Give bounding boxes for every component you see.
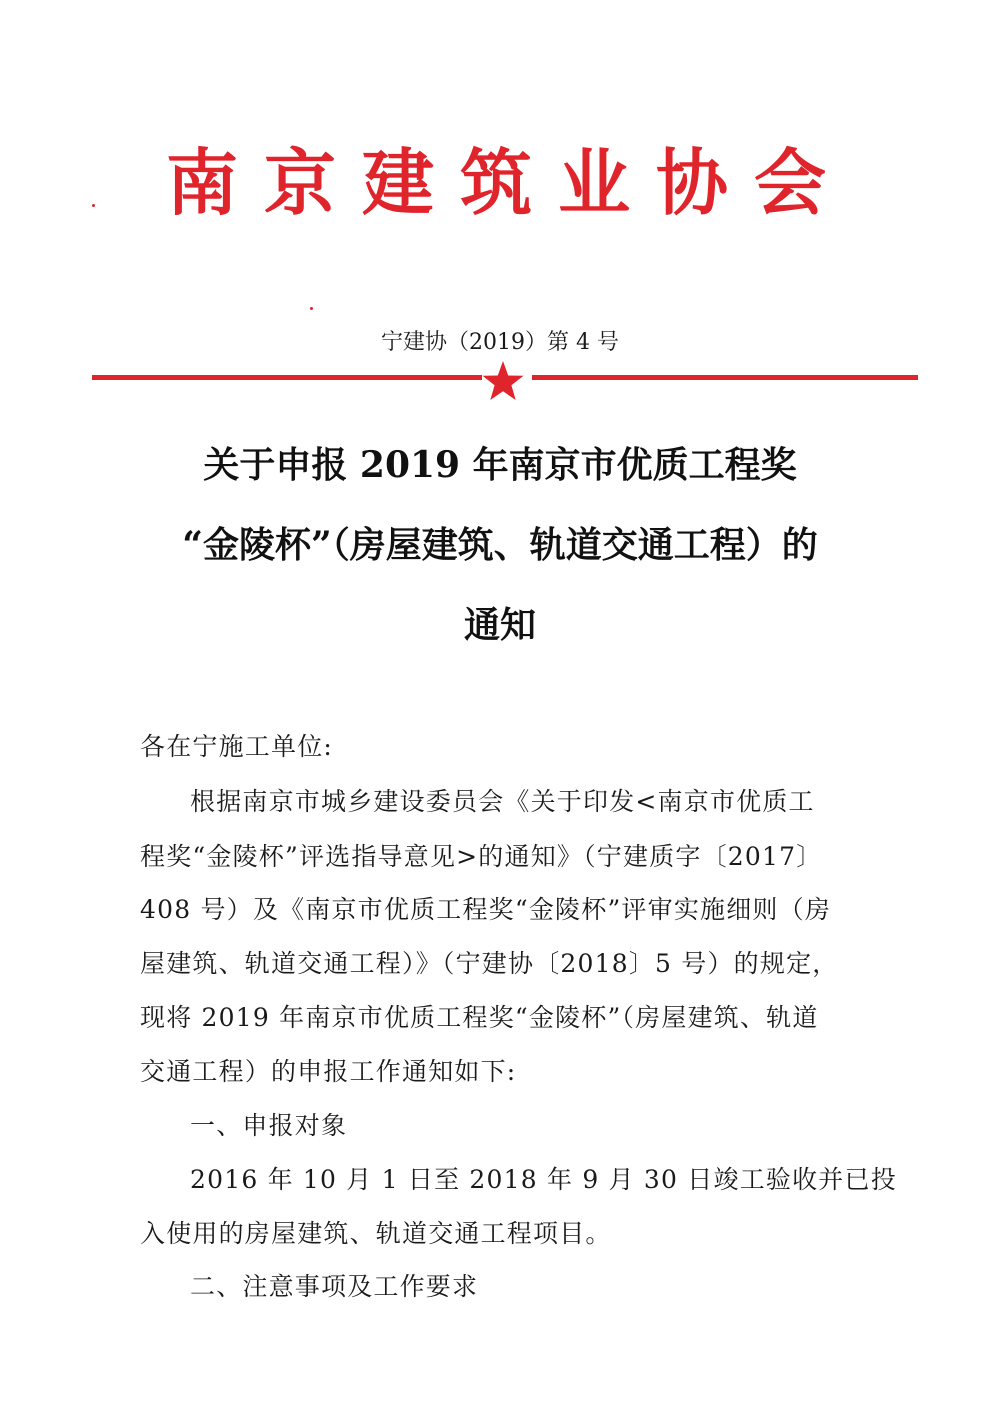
masthead-org-name: 南京建筑业协会 [165,140,852,225]
paragraph-line: 入使用的房屋建筑、轨道交通工程项目。 [140,1219,612,1248]
ink-speck [92,204,95,207]
section-heading-1: 一、申报对象 [190,1111,348,1140]
section-heading-2: 二、注意事项及工作要求 [190,1272,479,1301]
salutation: 各在宁施工单位: [140,732,334,761]
paragraph-line: 现将 2019 年南京市优质工程奖“金陵杯”（房屋建筑、轨道 [140,1003,819,1032]
ink-speck [310,307,313,310]
paragraph-line: 程奖“金陵杯”评选指导意见>的通知》（宁建质字〔2017〕 [140,842,823,871]
paragraph-line: 屋建筑、轨道交通工程）》（宁建协〔2018〕5 号）的规定， [140,949,839,978]
paragraph-line: 2016 年 10 月 1 日至 2018 年 9 月 30 日竣工验收并已投 [190,1165,897,1194]
notice-title-line-2: “金陵杯”（房屋建筑、轨道交通工程）的 [182,524,818,566]
notice-title-line-1: 关于申报 2019 年南京市优质工程奖 [203,444,797,486]
paragraph-line: 408 号）及《南京市优质工程奖“金陵杯”评审实施细则（房 [140,895,832,924]
red-divider-right [532,375,918,380]
paragraph-line: 交通工程）的申报工作通知如下: [140,1057,517,1086]
paragraph-line: 根据南京市城乡建设委员会《关于印发<南京市优质工 [190,787,815,816]
red-star-icon [481,359,525,403]
notice-title-line-3: 通知 [463,604,536,646]
document-number: 宁建协（2019）第 4 号 [381,330,619,355]
red-divider-left [92,375,482,380]
